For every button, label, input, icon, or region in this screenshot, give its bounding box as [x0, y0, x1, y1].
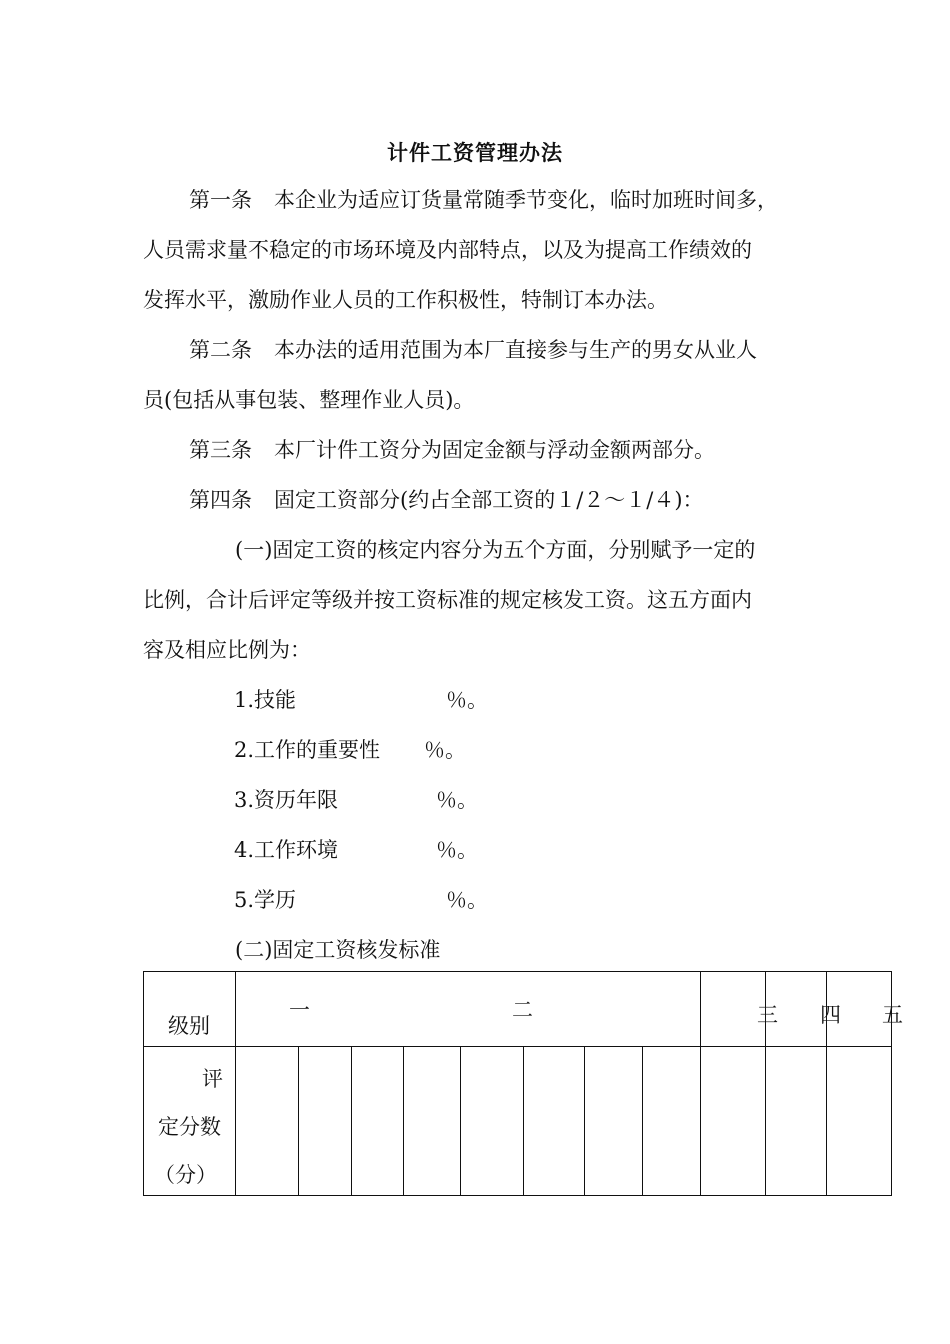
- section-1-text-3: 容及相应比例为：: [143, 638, 311, 662]
- table-header-label-cell: [144, 972, 236, 1047]
- item-1-percent: ％。: [446, 688, 488, 712]
- item-4-percent: ％。: [436, 838, 478, 862]
- score-label-cell: [144, 1047, 236, 1196]
- score-cell: [524, 1047, 585, 1196]
- article-3-line: [189, 436, 715, 464]
- score-label-line-2: 定分数: [158, 1115, 221, 1139]
- level-4: 四: [820, 1003, 841, 1027]
- score-label-line-3: （分）: [154, 1163, 217, 1187]
- article-1-text-1: 本企业为适应订货量常随季节变化，临时加班时间多，: [274, 188, 778, 212]
- section-1-text-2: 比例，合计后评定等级并按工资标准的规定核发工资。这五方面内: [143, 588, 752, 612]
- article-2-label: 第二条: [189, 338, 252, 362]
- table-header-levels-cell: [236, 972, 701, 1047]
- score-cell: [827, 1047, 892, 1196]
- item-3-percent: ％。: [436, 788, 478, 812]
- score-cell: [404, 1047, 461, 1196]
- level-2: 二: [512, 998, 533, 1022]
- item-3-label: 3.资历年限: [234, 788, 339, 812]
- article-3-label: 第三条: [189, 438, 252, 462]
- table-header-upper-levels-cell: [701, 972, 903, 1047]
- article-1-first-line: [189, 186, 778, 214]
- table-header-row: [144, 972, 892, 1047]
- item-5-label: 5.学历: [234, 888, 297, 912]
- article-1-text-3: 发挥水平，激励作业人员的工作积极性，特制订本办法。: [143, 288, 668, 312]
- document-title: 计件工资管理办法: [387, 140, 563, 165]
- section-1-text-1: (一)固定工资的核定内容分为五个方面，分别赋予一定的: [235, 538, 756, 562]
- score-cell: [236, 1047, 299, 1196]
- level-3: 三: [757, 1003, 778, 1027]
- item-1-label: 1.技能: [234, 688, 297, 712]
- score-cell: [461, 1047, 524, 1196]
- article-1-text-2: 人员需求量不稳定的市场环境及内部特点，以及为提高工作绩效的: [143, 238, 752, 262]
- article-4-line: [189, 486, 704, 514]
- score-cell: [585, 1047, 643, 1196]
- level-1: 一: [289, 998, 310, 1022]
- score-cell: [299, 1047, 352, 1196]
- article-2-text-1: 本办法的适用范围为本厂直接参与生产的男女从业人: [274, 338, 757, 362]
- score-cell: [352, 1047, 404, 1196]
- article-2-first-line: [189, 336, 757, 364]
- item-2-label: 2.工作的重要性: [234, 738, 381, 762]
- score-cell: [701, 1047, 766, 1196]
- level-5: 五: [882, 1003, 903, 1027]
- score-label-line-1: 评: [202, 1067, 223, 1091]
- level-header-label: 级别: [168, 1014, 210, 1038]
- article-4-text-1: 固定工资部分(约占全部工资的１/２～１/４)：: [274, 488, 704, 512]
- score-cell: [643, 1047, 701, 1196]
- article-2-text-2: 员(包括从事包装、整理作业人员)。: [143, 388, 475, 412]
- table-score-row: [144, 1047, 892, 1196]
- score-cell: [766, 1047, 827, 1196]
- article-3-text-1: 本厂计件工资分为固定金额与浮动金额两部分。: [274, 438, 715, 462]
- item-5-percent: ％。: [446, 888, 488, 912]
- item-2-percent: ％。: [424, 738, 466, 762]
- section-2-text-1: (二)固定工资核发标准: [235, 938, 441, 962]
- item-4-label: 4.工作环境: [234, 838, 339, 862]
- wage-standard-table: [143, 971, 903, 1196]
- article-4-label: 第四条: [189, 488, 252, 512]
- article-1-label: 第一条: [189, 188, 252, 212]
